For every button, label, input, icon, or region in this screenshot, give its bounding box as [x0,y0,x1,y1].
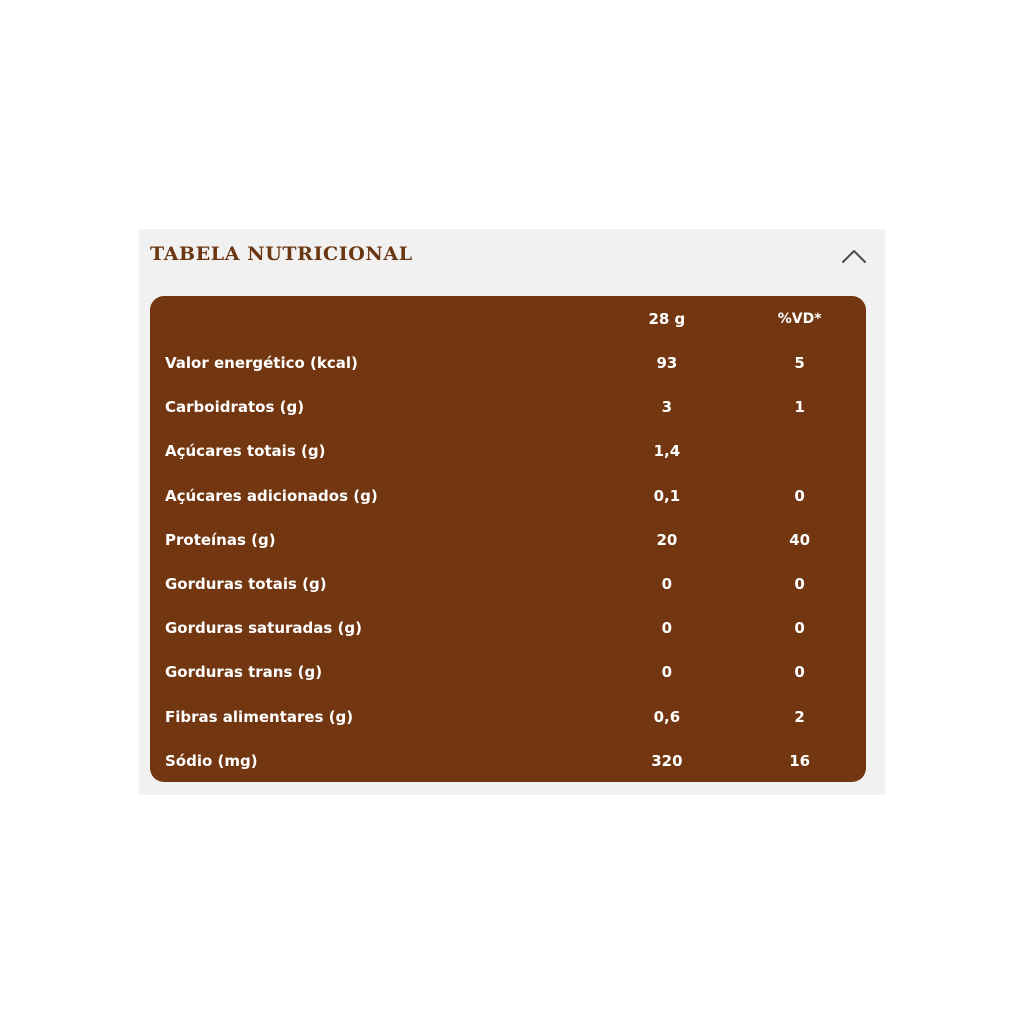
nutrient-amount: 1,4 [653,442,681,461]
collapse-toggle-button[interactable] [839,243,869,269]
table-row [150,650,866,694]
nutrition-table-header-row [150,296,866,341]
nutrient-daily-value: 2 [794,707,805,726]
nutrient-name: Açúcares adicionados (g) [165,486,378,505]
nutrient-amount: 0,1 [653,486,681,505]
chevron-up-icon [839,243,869,269]
nutrition-panel [139,229,885,795]
table-row [150,429,866,473]
nutrient-amount: 0 [661,575,673,594]
nutrient-daily-value: 16 [789,751,811,770]
nutrient-amount: 0,6 [653,707,681,726]
nutrient-name: Proteínas (g) [165,530,276,549]
nutrient-daily-value: 5 [794,354,805,373]
nutrient-name: Gorduras saturadas (g) [165,619,362,638]
nutrient-daily-value: 0 [794,486,805,505]
table-row [150,341,866,385]
nutrient-daily-value: 40 [789,530,811,549]
nutrient-daily-value: 0 [794,619,805,638]
nutrient-amount: 93 [656,354,678,373]
nutrient-amount: 320 [651,751,683,770]
nutrient-daily-value [733,429,866,473]
nutrient-daily-value: 1 [794,398,805,417]
table-row [150,562,866,606]
nutrient-name: Gorduras totais (g) [165,575,327,594]
nutrient-name: Valor energético (kcal) [165,354,358,373]
nutrient-name: Carboidratos (g) [165,398,305,417]
column-header-nutrient [150,296,601,341]
nutrition-panel-title: TABELA NUTRICIONAL [150,243,413,265]
nutrient-name: Gorduras trans (g) [165,663,323,682]
nutrient-name: Açúcares totais (g) [165,442,326,461]
table-row [150,518,866,562]
nutrient-amount: 0 [661,619,673,638]
table-row [150,474,866,518]
nutrition-table [150,296,866,783]
column-header-amount: 28 g [648,309,686,328]
nutrient-amount: 3 [661,398,673,417]
nutrient-amount: 0 [661,663,673,682]
nutrient-name: Fibras alimentares (g) [165,707,354,726]
nutrition-table-card [150,296,866,782]
nutrient-amount: 20 [656,530,678,549]
table-row [150,385,866,429]
column-header-daily-value: %VD* [777,310,822,327]
table-row [150,739,866,783]
table-row [150,606,866,650]
nutrient-daily-value: 0 [794,663,805,682]
nutrition-panel-header[interactable] [139,229,885,287]
nutrient-daily-value: 0 [794,575,805,594]
nutrient-name: Sódio (mg) [165,751,258,770]
table-row [150,695,866,739]
